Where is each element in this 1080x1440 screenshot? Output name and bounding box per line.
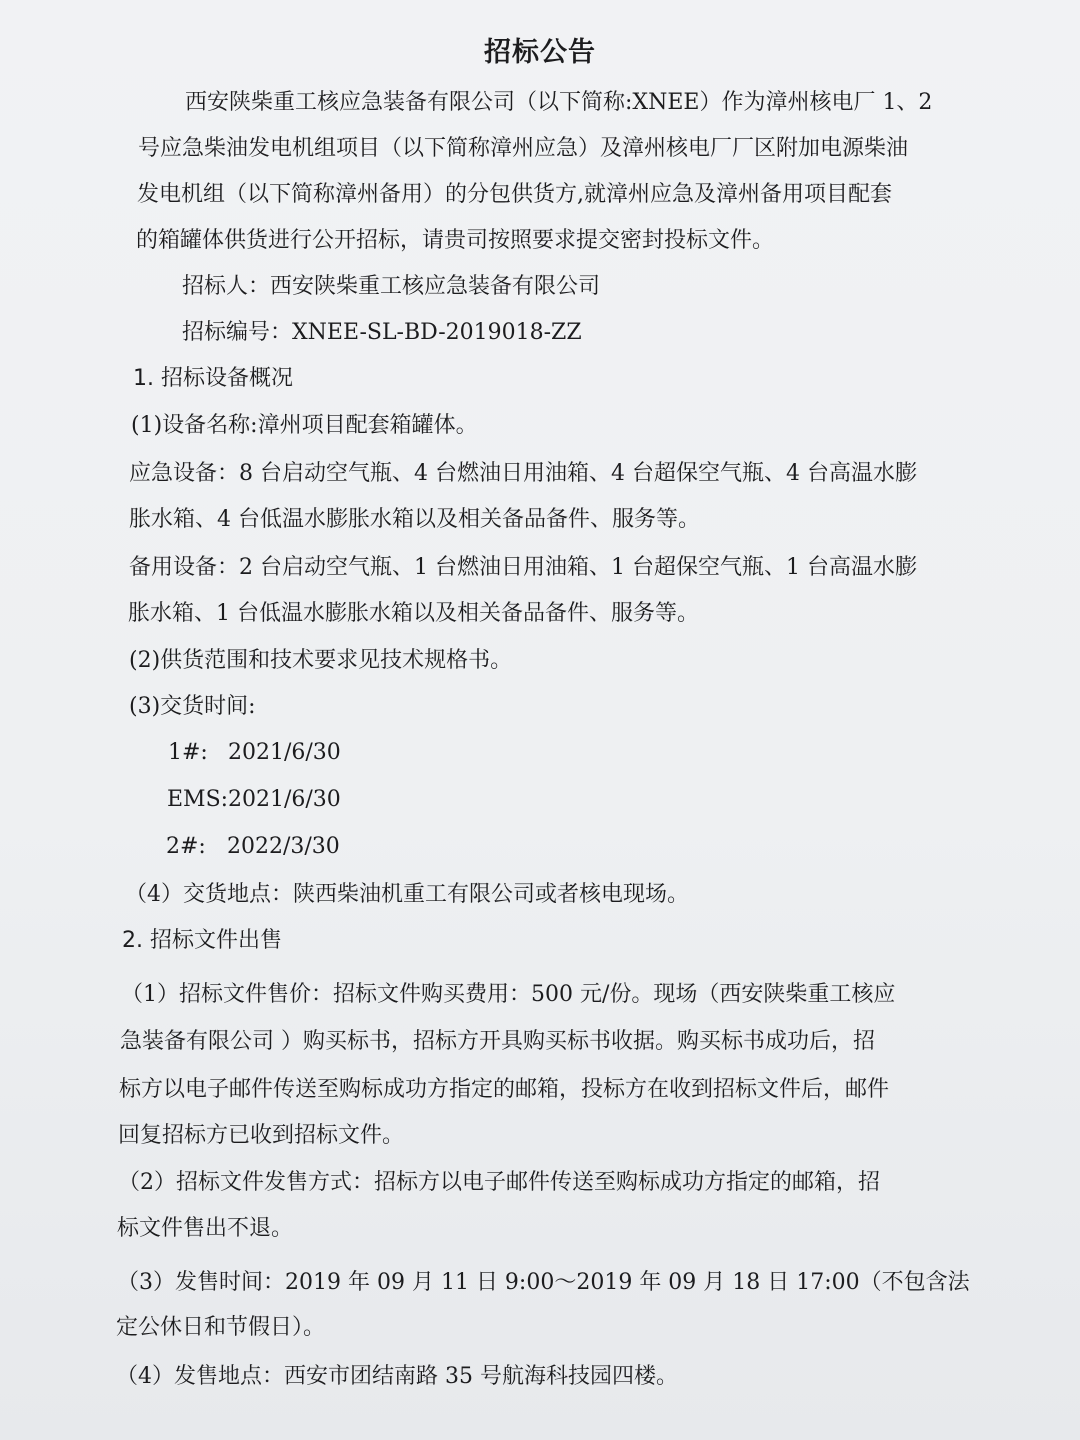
section-2-heading: 2. 招标文件出售 xyxy=(122,928,282,953)
sale-time-line: 定公休日和节假日）。 xyxy=(116,1315,326,1340)
sale-time-line: （3）发售时间：2019 年 09 月 11 日 9:00～2019 年 09 月 18 日 17:00（不包含法 xyxy=(117,1270,970,1295)
intro-line: 的箱罐体供货进行公开招标，请贵司按照要求提交密封投标文件。 xyxy=(136,228,775,253)
sale-method-line: 标文件售出不退。 xyxy=(117,1216,294,1241)
section-1-heading: 1. 招标设备概况 xyxy=(133,366,293,391)
emergency-equipment-line: 应急设备：8 台启动空气瓶、4 台燃油日用油箱、4 台超保空气瓶、4 台高温水膨 xyxy=(129,461,917,486)
delivery-label: 2#: xyxy=(166,834,206,859)
tender-number-line: 招标编号：XNEE-SL-BD-2019018-ZZ xyxy=(182,320,582,345)
delivery-date: 2021/6/30 xyxy=(228,787,341,812)
delivery-label: EMS: xyxy=(167,787,229,812)
sale-place-line: （4）发售地点：西安市团结南路 35 号航海科技园四楼。 xyxy=(116,1364,678,1389)
supply-scope-line: (2)供货范围和技术要求见技术规格书。 xyxy=(129,648,513,673)
intro-line: 西安陕柴重工核应急装备有限公司（以下简称:XNEE）作为漳州核电厂 1、2 xyxy=(185,90,933,115)
delivery-date: 2022/3/30 xyxy=(227,834,340,859)
equipment-name-line: (1)设备名称:漳州项目配套箱罐体。 xyxy=(131,413,478,438)
delivery-date: 2021/6/30 xyxy=(228,740,341,765)
delivery-label: 1#: xyxy=(168,740,208,765)
emergency-equipment-line: 胀水箱、4 台低温水膨胀水箱以及相关备品备件、服务等。 xyxy=(129,507,700,532)
document-title: 招标公告 xyxy=(484,37,596,68)
delivery-place-line: （4）交货地点：陕西柴油机重工有限公司或者核电现场。 xyxy=(125,882,689,907)
price-paragraph-line: 回复招标方已收到招标文件。 xyxy=(118,1123,405,1148)
price-paragraph-line: 急装备有限公司 ）购买标书，招标方开具购买标书收据。购买标书成功后，招 xyxy=(120,1029,875,1054)
price-paragraph-line: （1）招标文件售价：招标文件购买费用：500 元/份。现场（西安陕柴重工核应 xyxy=(121,982,896,1007)
tenderer-line: 招标人：西安陕柴重工核应急装备有限公司 xyxy=(182,274,601,299)
standby-equipment-line: 备用设备：2 台启动空气瓶、1 台燃油日用油箱、1 台超保空气瓶、1 台高温水膨 xyxy=(129,555,917,580)
sale-method-line: （2）招标文件发售方式：招标方以电子邮件传送至购标成功方指定的邮箱，招 xyxy=(118,1170,880,1195)
intro-line: 号应急柴油发电机组项目（以下简称漳州应急）及漳州核电厂厂区附加电源柴油 xyxy=(138,136,909,161)
price-paragraph-line: 标方以电子邮件传送至购标成功方指定的邮箱，投标方在收到招标文件后，邮件 xyxy=(119,1077,890,1102)
intro-line: 发电机组（以下简称漳州备用）的分包供货方,就漳州应急及漳州备用项目配套 xyxy=(137,182,892,207)
delivery-time-line: (3)交货时间: xyxy=(129,694,256,719)
standby-equipment-line: 胀水箱、1 台低温水膨胀水箱以及相关备品备件、服务等。 xyxy=(128,601,699,626)
